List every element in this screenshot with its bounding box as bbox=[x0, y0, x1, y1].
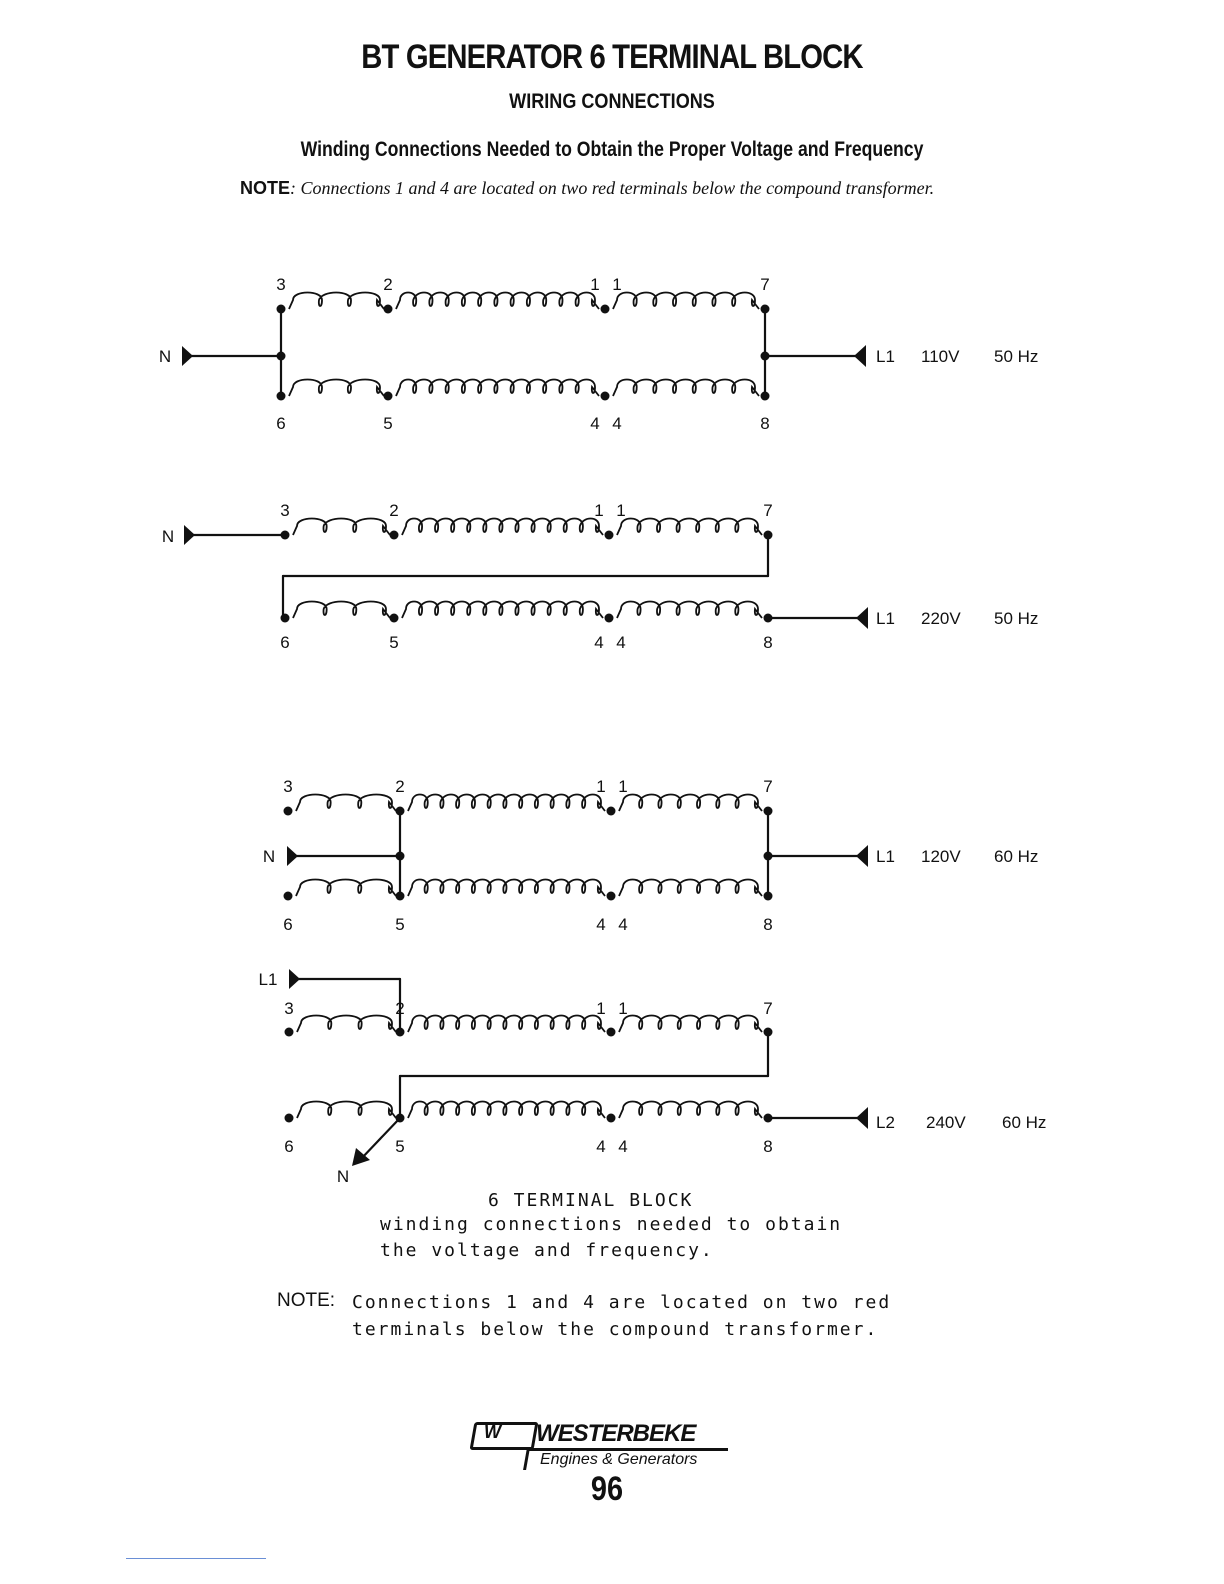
bottom-terminal-d: 4 bbox=[616, 633, 626, 652]
mid-coil bbox=[613, 380, 759, 397]
bottom-terminal-a: 6 bbox=[280, 633, 290, 652]
top-terminal-b: 2 bbox=[395, 777, 405, 796]
bottom-terminal-b: 5 bbox=[389, 633, 399, 652]
top-terminal-e: 7 bbox=[763, 501, 773, 520]
frequency-label: 60 Hz bbox=[1002, 1113, 1047, 1132]
short-coil bbox=[296, 880, 396, 897]
top-terminal-d: 1 bbox=[612, 275, 622, 294]
line-arrow bbox=[856, 607, 868, 629]
terminal-dot bbox=[285, 1028, 294, 1037]
bottom-terminal-a: 6 bbox=[284, 1137, 294, 1156]
top-note-text: : Connections 1 and 4 are located on two red terminals below the compound transformer. bbox=[290, 178, 935, 198]
logo-mark-box bbox=[470, 1422, 539, 1450]
long-coil bbox=[402, 602, 603, 619]
bottom-terminal-a: 6 bbox=[276, 414, 286, 433]
line-arrow bbox=[856, 1107, 868, 1129]
voltage-label: 120V bbox=[921, 847, 961, 866]
top-terminal-e: 7 bbox=[760, 275, 770, 294]
terminal-dot bbox=[285, 1114, 294, 1123]
terminal-dot bbox=[601, 305, 610, 314]
bottom-terminal-b: 5 bbox=[395, 1137, 405, 1156]
page-title: BT GENERATOR 6 TERMINAL BLOCK bbox=[361, 38, 863, 76]
terminal-dot bbox=[607, 1114, 616, 1123]
line-label: L2 bbox=[876, 1113, 895, 1132]
logo-tagline: Engines & Generators bbox=[540, 1451, 698, 1468]
block-caption-line3: the voltage and frequency. bbox=[380, 1240, 714, 1261]
top-terminal-e: 7 bbox=[763, 999, 773, 1018]
line-label: L1 bbox=[876, 347, 895, 366]
terminal-dot bbox=[390, 531, 399, 540]
long-coil bbox=[408, 795, 605, 812]
bottom-terminal-c: 4 bbox=[590, 414, 600, 433]
neutral-arrow bbox=[182, 346, 193, 366]
logo-mark: W bbox=[484, 1422, 501, 1442]
top-note-label: NOTE bbox=[240, 178, 291, 198]
neutral-label: N bbox=[161, 527, 175, 546]
mid-coil bbox=[619, 795, 762, 812]
frequency-label: 50 Hz bbox=[994, 609, 1039, 628]
bottom-note-line1: Connections 1 and 4 are located on two red bbox=[352, 1292, 892, 1313]
short-coil bbox=[293, 602, 390, 619]
line-label: L1 bbox=[876, 609, 895, 628]
frequency-label: 60 Hz bbox=[994, 847, 1039, 866]
top-terminal-a: 3 bbox=[276, 275, 286, 294]
bottom-terminal-e: 8 bbox=[763, 1137, 773, 1156]
voltage-label: 240V bbox=[926, 1113, 966, 1132]
voltage-label: 220V bbox=[921, 609, 961, 628]
neutral-label: N bbox=[158, 347, 172, 366]
line-arrow bbox=[856, 845, 868, 867]
bottom-terminal-b: 5 bbox=[383, 414, 393, 433]
mid-coil bbox=[619, 1016, 762, 1033]
terminal-dot bbox=[281, 614, 290, 623]
l1-arrow bbox=[289, 969, 300, 989]
neutral-wire bbox=[360, 1118, 400, 1160]
neutral-label: N bbox=[336, 1167, 350, 1186]
neutral-arrow bbox=[184, 525, 195, 545]
frequency-label: 50 Hz bbox=[994, 347, 1039, 366]
bottom-note-label: NOTE: bbox=[277, 1290, 336, 1311]
short-coil bbox=[296, 795, 396, 812]
terminal-dot bbox=[284, 892, 293, 901]
bottom-terminal-b: 5 bbox=[395, 915, 405, 934]
bottom-terminal-c: 4 bbox=[594, 633, 604, 652]
terminal-dot bbox=[601, 392, 610, 401]
top-terminal-d: 1 bbox=[618, 777, 628, 796]
logo-name: WESTERBEKE bbox=[536, 1420, 696, 1447]
short-coil bbox=[297, 1016, 396, 1033]
long-coil bbox=[408, 1102, 605, 1119]
top-terminal-c: 1 bbox=[590, 275, 600, 294]
top-terminal-c: 1 bbox=[594, 501, 604, 520]
top-terminal-d: 1 bbox=[616, 501, 626, 520]
long-coil bbox=[396, 293, 599, 310]
neutral-arrow bbox=[352, 1148, 370, 1166]
long-coil bbox=[408, 1016, 605, 1033]
mid-coil bbox=[613, 293, 759, 310]
mid-coil bbox=[617, 602, 762, 619]
line-arrow bbox=[854, 345, 866, 367]
top-terminal-a: 3 bbox=[280, 501, 290, 520]
mid-coil bbox=[617, 519, 762, 536]
terminal-dot bbox=[607, 1028, 616, 1037]
bottom-terminal-d: 4 bbox=[618, 1137, 628, 1156]
long-coil bbox=[402, 519, 603, 536]
block-caption-title: 6 TERMINAL BLOCK bbox=[488, 1190, 694, 1211]
page-number: 96 bbox=[590, 1470, 624, 1508]
terminal-dot bbox=[607, 892, 616, 901]
long-coil bbox=[396, 380, 599, 397]
top-terminal-b: 2 bbox=[395, 999, 405, 1018]
terminal-dot bbox=[607, 807, 616, 816]
neutral-label: N bbox=[262, 847, 276, 866]
terminal-dot bbox=[284, 807, 293, 816]
neutral-arrow bbox=[287, 846, 298, 866]
top-terminal-b: 2 bbox=[383, 275, 393, 294]
bottom-terminal-c: 4 bbox=[596, 915, 606, 934]
terminal-dot bbox=[605, 531, 614, 540]
long-coil bbox=[408, 880, 605, 897]
line-label: L1 bbox=[876, 847, 895, 866]
top-terminal-a: 3 bbox=[284, 999, 294, 1018]
short-coil bbox=[297, 1102, 396, 1119]
mid-coil bbox=[619, 1102, 762, 1119]
top-terminal-d: 1 bbox=[618, 999, 628, 1018]
bottom-terminal-d: 4 bbox=[618, 915, 628, 934]
bottom-note-line2: terminals below the compound transformer. bbox=[352, 1319, 879, 1340]
bottom-terminal-a: 6 bbox=[283, 915, 293, 934]
section-heading: Winding Connections Needed to Obtain the Proper Voltage and Frequency bbox=[300, 138, 924, 161]
l1-label: L1 bbox=[258, 970, 278, 989]
top-terminal-e: 7 bbox=[763, 777, 773, 796]
terminal-dot bbox=[384, 305, 393, 314]
bottom-terminal-d: 4 bbox=[612, 414, 622, 433]
short-coil bbox=[289, 293, 384, 310]
bottom-terminal-e: 8 bbox=[763, 915, 773, 934]
terminal-dot bbox=[384, 392, 393, 401]
mid-coil bbox=[619, 880, 762, 897]
top-terminal-c: 1 bbox=[596, 777, 606, 796]
footer-rule bbox=[126, 1558, 266, 1559]
top-terminal-a: 3 bbox=[283, 777, 293, 796]
page-subtitle: WIRING CONNECTIONS bbox=[509, 90, 715, 113]
terminal-dot bbox=[390, 614, 399, 623]
bottom-terminal-e: 8 bbox=[763, 633, 773, 652]
short-coil bbox=[293, 519, 390, 536]
top-terminal-c: 1 bbox=[596, 999, 606, 1018]
short-coil bbox=[289, 380, 384, 397]
voltage-label: 110V bbox=[921, 347, 960, 366]
terminal-dot bbox=[605, 614, 614, 623]
bottom-terminal-e: 8 bbox=[760, 414, 770, 433]
block-caption-line2: winding connections needed to obtain bbox=[380, 1214, 843, 1235]
logo-stem bbox=[523, 1448, 530, 1470]
bottom-terminal-c: 4 bbox=[596, 1137, 606, 1156]
top-terminal-b: 2 bbox=[389, 501, 399, 520]
